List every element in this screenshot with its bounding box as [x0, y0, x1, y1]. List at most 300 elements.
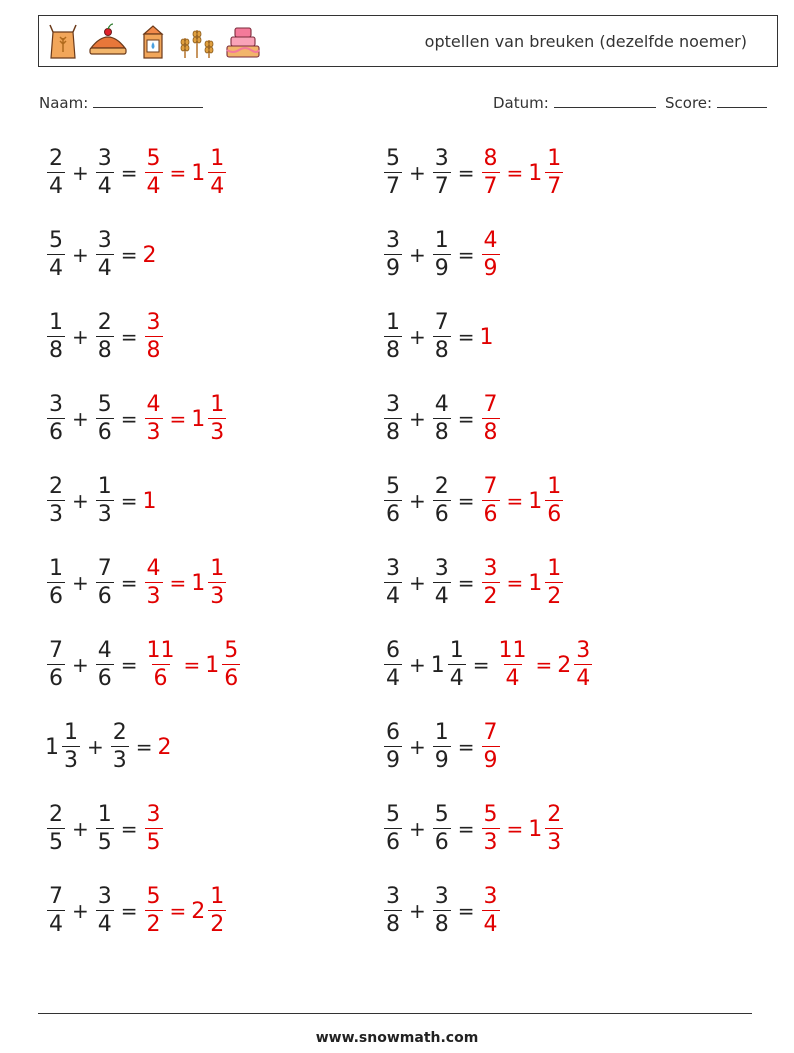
problem-item	[382, 220, 502, 290]
fraction	[384, 558, 402, 608]
denominator: 3	[483, 830, 498, 855]
mixed-answer	[191, 148, 228, 198]
equals-sign: =	[457, 161, 475, 185]
footer-url: www.snowmath.com	[315, 1030, 479, 1046]
fraction	[384, 476, 402, 526]
numerator: 5	[97, 392, 112, 417]
numerator: 1	[547, 146, 562, 171]
denominator: 7	[547, 174, 562, 199]
addend-1	[382, 886, 404, 936]
answer	[143, 394, 165, 444]
addend-2	[431, 148, 453, 198]
problem-item	[45, 302, 165, 372]
denominator: 4	[483, 912, 498, 937]
numerator: 3	[386, 884, 400, 909]
denominator: 4	[449, 666, 464, 691]
score-field	[665, 93, 767, 112]
addend-1	[45, 558, 67, 608]
denominator: 3	[112, 748, 127, 773]
numerator: 11	[146, 638, 175, 663]
fraction	[384, 722, 402, 772]
mixed-answer	[528, 804, 565, 854]
addend-2	[94, 640, 116, 690]
numerator: 3	[434, 556, 449, 581]
answer	[158, 735, 173, 760]
numerator: 5	[49, 228, 63, 253]
numerator: 11	[498, 638, 527, 663]
addend-2	[431, 640, 468, 690]
numerator: 2	[434, 474, 449, 499]
wheat-stalks-icon	[177, 22, 217, 62]
equals-sign: =	[506, 571, 524, 595]
addend-2	[94, 394, 116, 444]
fraction	[96, 476, 114, 526]
numerator: 3	[576, 638, 591, 663]
equals-sign: =	[120, 161, 138, 185]
fraction	[384, 148, 402, 198]
equals-sign: =	[169, 899, 187, 923]
plus-sign: +	[409, 407, 426, 431]
numerator: 6	[386, 638, 400, 663]
plus-sign: +	[409, 325, 426, 349]
answer	[143, 148, 165, 198]
problem-item	[45, 794, 165, 864]
answer	[480, 394, 502, 444]
addend-1	[45, 722, 82, 772]
problem-item	[45, 138, 228, 208]
denominator: 6	[483, 502, 498, 527]
numerator: 1	[386, 310, 400, 335]
denominator: 3	[210, 420, 225, 445]
numerator: 1	[434, 720, 449, 745]
whole-number: 1	[528, 160, 543, 186]
plus-sign: +	[409, 489, 426, 513]
answer	[143, 640, 179, 690]
denominator: 6	[153, 666, 168, 691]
fraction	[482, 148, 500, 198]
answer	[480, 558, 502, 608]
numerator: 1	[210, 392, 225, 417]
whole-number: 1	[479, 324, 494, 350]
addend-2	[94, 230, 116, 280]
pie-icon	[87, 22, 129, 62]
addend-1	[45, 476, 67, 526]
numerator: 3	[49, 392, 63, 417]
addend-2	[431, 230, 453, 280]
denominator: 9	[483, 256, 498, 281]
denominator: 4	[49, 174, 63, 199]
addend-1	[382, 722, 404, 772]
equals-sign: =	[169, 571, 187, 595]
numerator: 2	[49, 146, 63, 171]
denominator: 9	[434, 256, 449, 281]
numerator: 4	[434, 392, 449, 417]
numerator: 1	[547, 474, 562, 499]
whole-number: 2	[557, 652, 572, 678]
equals-sign: =	[457, 489, 475, 513]
plus-sign: +	[72, 407, 89, 431]
equals-sign: =	[120, 653, 138, 677]
fraction	[433, 886, 451, 936]
plus-sign: +	[72, 899, 89, 923]
fraction	[482, 558, 500, 608]
fraction	[433, 558, 451, 608]
numerator: 5	[483, 802, 498, 827]
numerator: 1	[434, 228, 449, 253]
addend-2	[431, 722, 453, 772]
fraction	[47, 148, 65, 198]
denominator: 4	[97, 912, 112, 937]
answer	[480, 476, 502, 526]
denominator: 3	[49, 502, 63, 527]
fraction	[47, 230, 65, 280]
numerator: 3	[97, 146, 112, 171]
denominator: 3	[146, 420, 161, 445]
whole-number: 1	[191, 160, 206, 186]
whole-number: 1	[191, 570, 206, 596]
denominator: 4	[49, 256, 63, 281]
fraction	[145, 394, 163, 444]
problem-item	[382, 794, 565, 864]
problem-item	[382, 302, 495, 372]
equals-sign: =	[120, 817, 138, 841]
fraction	[433, 804, 451, 854]
fraction	[545, 476, 563, 526]
denominator: 3	[547, 830, 562, 855]
problem-item	[382, 138, 565, 208]
numerator: 3	[386, 556, 400, 581]
equals-sign: =	[457, 243, 475, 267]
addend-2	[94, 886, 116, 936]
denominator: 6	[49, 420, 63, 445]
fraction	[96, 230, 114, 280]
date-blank[interactable]	[554, 93, 656, 108]
denominator: 3	[146, 584, 161, 609]
plus-sign: +	[72, 489, 89, 513]
numerator: 7	[97, 556, 112, 581]
denominator: 7	[483, 174, 498, 199]
numerator: 1	[449, 638, 464, 663]
numerator: 7	[49, 884, 63, 909]
wheat-bag-icon	[45, 22, 81, 62]
fraction	[545, 558, 563, 608]
denominator: 6	[49, 666, 63, 691]
addend-1	[382, 230, 404, 280]
equals-sign: =	[535, 653, 553, 677]
equals-sign: =	[120, 571, 138, 595]
numerator: 2	[49, 802, 63, 827]
problem-item	[382, 630, 594, 700]
denominator: 6	[386, 502, 400, 527]
denominator: 4	[97, 256, 112, 281]
problem-item	[45, 712, 173, 782]
fraction	[545, 148, 563, 198]
denominator: 6	[386, 830, 400, 855]
denominator: 7	[386, 174, 400, 199]
numerator: 4	[97, 638, 112, 663]
fraction	[482, 886, 500, 936]
fraction	[145, 558, 163, 608]
fraction	[47, 394, 65, 444]
denominator: 6	[434, 830, 449, 855]
answer	[143, 243, 158, 268]
fraction	[47, 640, 65, 690]
addend-1	[45, 886, 67, 936]
name-blank[interactable]	[93, 93, 203, 108]
denominator: 4	[434, 584, 449, 609]
fraction	[433, 476, 451, 526]
answer	[143, 489, 158, 514]
worksheet-header	[38, 15, 778, 67]
numerator: 5	[434, 802, 449, 827]
denominator: 4	[49, 912, 63, 937]
fraction	[145, 886, 163, 936]
equals-sign: =	[506, 161, 524, 185]
fraction	[145, 148, 163, 198]
equals-sign: =	[457, 571, 475, 595]
denominator: 5	[146, 830, 161, 855]
denominator: 4	[505, 666, 520, 691]
addend-1	[45, 804, 67, 854]
numerator: 7	[483, 474, 498, 499]
addend-2	[94, 558, 116, 608]
numerator: 5	[386, 146, 400, 171]
denominator: 6	[49, 584, 63, 609]
equals-sign: =	[120, 243, 138, 267]
plus-sign: +	[72, 161, 89, 185]
footer-divider	[38, 1013, 752, 1014]
numerator: 1	[97, 474, 112, 499]
answer	[143, 886, 165, 936]
fraction	[145, 640, 177, 690]
numerator: 1	[64, 720, 78, 745]
plus-sign: +	[409, 653, 426, 677]
denominator: 4	[576, 666, 591, 691]
denominator: 8	[386, 912, 400, 937]
problem-item	[45, 630, 242, 700]
fraction	[96, 394, 114, 444]
fraction	[384, 886, 402, 936]
addend-2	[431, 886, 453, 936]
fraction	[96, 312, 114, 362]
fraction	[96, 886, 114, 936]
mixed-answer	[528, 148, 565, 198]
fraction	[448, 640, 466, 690]
score-blank[interactable]	[717, 93, 767, 108]
denominator: 6	[97, 420, 112, 445]
numerator: 5	[224, 638, 239, 663]
denominator: 5	[49, 830, 63, 855]
numerator: 4	[146, 556, 161, 581]
fraction	[208, 886, 226, 936]
equals-sign: =	[120, 325, 138, 349]
problem-item	[382, 384, 502, 454]
denominator: 8	[97, 338, 112, 363]
equals-sign: =	[506, 489, 524, 513]
fraction	[482, 230, 500, 280]
equals-sign: =	[506, 817, 524, 841]
answer	[480, 148, 502, 198]
addend-2	[94, 148, 116, 198]
numerator: 1	[547, 556, 562, 581]
denominator: 4	[386, 584, 400, 609]
plus-sign: +	[409, 571, 426, 595]
numerator: 8	[483, 146, 498, 171]
addend-1	[382, 312, 404, 362]
equals-sign: =	[183, 653, 201, 677]
numerator: 4	[483, 228, 498, 253]
addend-1	[382, 148, 404, 198]
mixed-answer	[528, 558, 565, 608]
numerator: 3	[386, 228, 400, 253]
problem-item	[382, 548, 565, 618]
plus-sign: +	[72, 243, 89, 267]
denominator: 8	[483, 420, 498, 445]
denominator: 5	[97, 830, 112, 855]
denominator: 3	[97, 502, 112, 527]
problem-item	[45, 384, 228, 454]
addend-2	[431, 558, 453, 608]
fraction	[433, 394, 451, 444]
equals-sign: =	[169, 407, 187, 431]
problem-item	[382, 876, 502, 946]
equals-sign: =	[120, 489, 138, 513]
addend-2	[431, 804, 453, 854]
numerator: 7	[49, 638, 63, 663]
addend-1	[45, 394, 67, 444]
plus-sign: +	[409, 161, 426, 185]
denominator: 6	[97, 666, 112, 691]
denominator: 8	[434, 338, 449, 363]
answer	[143, 312, 165, 362]
cake-icon	[223, 22, 263, 62]
milk-carton-icon	[135, 22, 171, 62]
plus-sign: +	[409, 817, 426, 841]
equals-sign: =	[457, 325, 475, 349]
fraction	[497, 640, 529, 690]
fraction	[384, 394, 402, 444]
fraction	[482, 722, 500, 772]
problem-item	[45, 548, 228, 618]
fraction	[384, 640, 402, 690]
numerator: 1	[49, 310, 63, 335]
mixed-answer	[191, 558, 228, 608]
addend-2	[94, 804, 116, 854]
fraction	[47, 476, 65, 526]
plus-sign: +	[72, 653, 89, 677]
addend-1	[382, 640, 404, 690]
answer	[480, 886, 502, 936]
denominator: 3	[64, 748, 78, 773]
answer	[495, 640, 531, 690]
fraction	[47, 558, 65, 608]
fraction	[96, 804, 114, 854]
denominator: 4	[210, 174, 225, 199]
numerator: 3	[97, 884, 112, 909]
fraction	[208, 394, 226, 444]
plus-sign: +	[409, 243, 426, 267]
header-icons	[45, 20, 263, 64]
numerator: 5	[386, 474, 400, 499]
equals-sign: =	[457, 899, 475, 923]
name-label: Naam:	[39, 94, 89, 112]
denominator: 8	[386, 338, 400, 363]
problem-item	[45, 220, 158, 290]
whole-number: 1	[528, 816, 543, 842]
score-label: Score:	[665, 94, 713, 112]
denominator: 4	[386, 666, 400, 691]
denominator: 3	[210, 584, 225, 609]
fraction	[433, 722, 451, 772]
fraction	[96, 148, 114, 198]
fraction	[145, 804, 163, 854]
numerator: 3	[483, 884, 498, 909]
addend-1	[45, 148, 67, 198]
answer	[143, 558, 165, 608]
numerator: 3	[434, 884, 449, 909]
fraction	[145, 312, 163, 362]
mixed-answer	[191, 886, 228, 936]
date-field	[493, 93, 656, 112]
numerator: 2	[112, 720, 127, 745]
fraction	[384, 312, 402, 362]
denominator: 8	[386, 420, 400, 445]
denominator: 2	[547, 584, 562, 609]
addend-1	[382, 476, 404, 526]
denominator: 8	[146, 338, 161, 363]
equals-sign: =	[135, 735, 153, 759]
denominator: 9	[483, 748, 498, 773]
whole-number: 1	[191, 406, 206, 432]
denominator: 6	[224, 666, 239, 691]
denominator: 6	[547, 502, 562, 527]
whole-number: 1	[45, 734, 59, 760]
denominator: 2	[146, 912, 161, 937]
addend-2	[94, 312, 116, 362]
fraction	[545, 804, 563, 854]
numerator: 5	[146, 884, 161, 909]
addend-1	[382, 804, 404, 854]
fraction	[433, 312, 451, 362]
answer	[480, 722, 502, 772]
whole-number: 2	[142, 242, 157, 268]
mixed-answer	[557, 640, 594, 690]
numerator: 4	[146, 392, 161, 417]
addend-2	[431, 476, 453, 526]
fraction	[482, 804, 500, 854]
denominator: 7	[434, 174, 449, 199]
addend-2	[431, 394, 453, 444]
numerator: 7	[483, 392, 498, 417]
numerator: 2	[97, 310, 112, 335]
addend-1	[45, 640, 67, 690]
numerator: 1	[97, 802, 112, 827]
problem-item	[45, 466, 158, 536]
plus-sign: +	[72, 325, 89, 349]
equals-sign: =	[457, 817, 475, 841]
whole-number: 1	[205, 652, 220, 678]
date-label: Datum:	[493, 94, 549, 112]
mixed-answer	[191, 394, 228, 444]
answer	[480, 804, 502, 854]
numerator: 3	[386, 392, 400, 417]
numerator: 1	[210, 556, 225, 581]
numerator: 5	[386, 802, 400, 827]
fraction	[208, 148, 226, 198]
addend-2	[109, 722, 131, 772]
numerator: 1	[210, 884, 225, 909]
plus-sign: +	[409, 735, 426, 759]
